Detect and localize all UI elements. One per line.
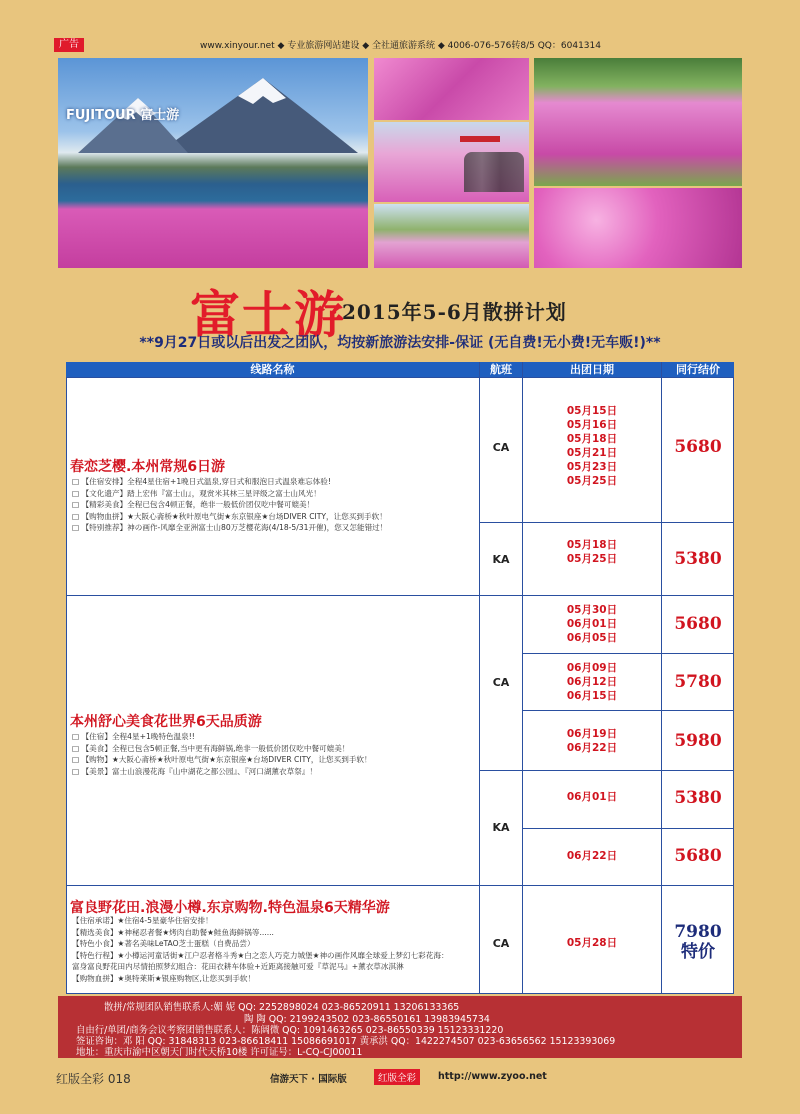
route-details: □ 【住宿】全程4星+1晚特色温泉!! □ 【美食】全程已包含5顿正餐,当中更有海鲜锅,绝非一般低价团仅吃中餐可媲美！ □ 【购物】★大阪心斋桥★秋叶原电气街★东京银座★台场DIVER CITY，让您买到手软！ □ 【美景】富士山浪漫花海『山中湖花之都公园』、『河口湖薰衣草祭』！ <box>72 732 372 776</box>
guarantee-note: **9月27日或以后出发之团队，均按新旅游法安排-保证 (无自费!无小费!无车贩!)** <box>139 335 661 351</box>
price: 5380 <box>674 549 722 569</box>
row-divider <box>523 653 734 654</box>
tourists <box>464 152 524 192</box>
departure-dates: 05月18日 05月25日 <box>566 539 618 565</box>
route-details: □ 【住宿安排】全程4星住宿+1晚日式温泉,穿日式和服泡日式温泉难忘体验! □ 【文化遗产】踏上宏伟『富士山』，观赏米其林三星评级之富士山风光！ □ 【精彩美食】全程已包含4顿正餐，绝非一般低价团仅吃中餐可媲美！ □ 【购物血拼】★大阪心斋桥★秋叶原电气街★东京银座★台场DIVER CITY，让您买到手软！ □ 【特别推荐】神の画作-风靡全亚洲富士山80万芝樱花海(4/18-5/31开催)，您又怎能错过！ <box>72 477 388 533</box>
departure-dates: 06月09日 06月12日 06月15日 <box>566 662 618 702</box>
price: 5380 <box>674 788 722 808</box>
flight-code: CA <box>492 676 510 689</box>
route-title: 春恋芝樱.本州常规6日游 <box>70 459 226 475</box>
page-label: 红版全彩 018 <box>56 1072 131 1086</box>
departure-dates: 05月30日 06月01日 06月05日 <box>566 604 618 644</box>
row-divider <box>523 828 734 829</box>
route-title: 富良野花田.浪漫小樽.东京购物.特色温泉6天精华游 <box>70 900 390 916</box>
row-divider <box>480 522 734 523</box>
footer-url[interactable]: http://www.zyoo.net <box>438 1071 547 1082</box>
photo-flower-closeup <box>534 188 742 268</box>
photo-fuji-lake <box>58 58 368 268</box>
departure-dates: 05月15日 05月16日 05月18日 05月21日 05月23日 05月25日 <box>566 405 618 487</box>
flight-code: KA <box>492 821 510 834</box>
price: 5680 <box>674 846 722 866</box>
special-price-label: 特价 <box>681 942 715 962</box>
photo-tourists-gate <box>374 122 529 202</box>
footer-slogan: 信游天下 · 国际版 <box>270 1074 347 1085</box>
flight-code: CA <box>492 441 510 454</box>
departure-dates: 05月28日 <box>566 937 618 949</box>
torii-gate <box>460 136 500 142</box>
flight-code: CA <box>492 937 510 950</box>
row-divider <box>66 595 734 596</box>
brand-title: 富士游 <box>190 285 346 344</box>
route-details: 【住宿承诺】★住宿4-5星豪华住宿安排！ 【精选美食】★神秘忍者餐★烤肉自助餐★鲑鱼海鲜锅等...... 【特色小食】★著名美味LeTAO芝士蛋糕（自费品尝） 【特色行程】★小樽运河童话街★江户忍者格斗秀★白之恋人巧克力城堡★神の画作风靡全球爱上梦幻七彩花海： 富身富良野花田内尽情拍照梦幻组合：花田衣耕车体验+近距离接触可爱『草泥马』+薰衣草冰淇淋 【购物血拼】★奥特莱斯★银座购物区,让您买到手软！ <box>72 916 449 983</box>
photo-hill-flowers <box>534 58 742 186</box>
contact-line: 陶 陶 QQ: 2199243502 023-86550161 13983945734 <box>244 1014 490 1025</box>
price: 5680 <box>674 437 722 457</box>
departure-dates: 06月19日 06月22日 <box>566 728 618 754</box>
price: 5680 <box>674 614 722 634</box>
top-info-line: www.xinyour.net ◆ 专业旅游网站建设 ◆ 全社通旅游系统 ◆ 4006-076-576转8/5 QQ：6041314 <box>200 41 601 51</box>
departure-dates: 06月01日 <box>566 791 618 803</box>
price: 5780 <box>674 672 722 692</box>
header-route-name: 线路名称 <box>66 362 479 377</box>
header-flight: 航班 <box>480 362 522 377</box>
photo-pink-field-1 <box>374 58 529 120</box>
fujitour-logo: FUJITOUR 富士游 <box>66 108 180 123</box>
departure-dates: 06月22日 <box>566 850 618 862</box>
contact-line: 自由行/单团/商务会议考察团销售联系人：陈阔微 QQ: 1091463265 023-86550339 15123331220 <box>76 1025 504 1036</box>
contact-line: 散拼/常规团队销售联系人:媚 妮 QQ: 2252898024 023-86520911 13206133365 <box>104 1002 460 1013</box>
row-divider <box>480 770 734 771</box>
route-title: 本州舒心美食花世界6天品质游 <box>70 714 262 730</box>
header-dates: 出团日期 <box>523 362 661 377</box>
contact-line: 地址：重庆市渝中区朝天门时代天桥10楼 许可证号：L-CQ-CJ00011 <box>76 1047 363 1058</box>
price: 7980 特价 <box>662 922 734 962</box>
row-divider <box>66 885 734 886</box>
mount-fuji-shape <box>58 58 368 268</box>
ad-tag: 广告 <box>54 38 84 52</box>
plan-subtitle: 2015年5-6月散拼计划 <box>342 300 567 324</box>
row-divider <box>66 377 734 378</box>
contact-block <box>58 996 742 1058</box>
footer-badge: 红版全彩 <box>374 1069 420 1085</box>
price: 5980 <box>674 731 722 751</box>
header-price: 同行结价 <box>662 362 734 377</box>
row-divider <box>523 710 734 711</box>
flight-code: KA <box>492 553 510 566</box>
contact-line: 签证咨询：邓 阳 QQ: 31848313 023-86618411 15086691017 黄承洪 QQ：1422274507 023-63656562 15123393069 <box>76 1036 616 1047</box>
photo-snow-field <box>374 204 529 268</box>
